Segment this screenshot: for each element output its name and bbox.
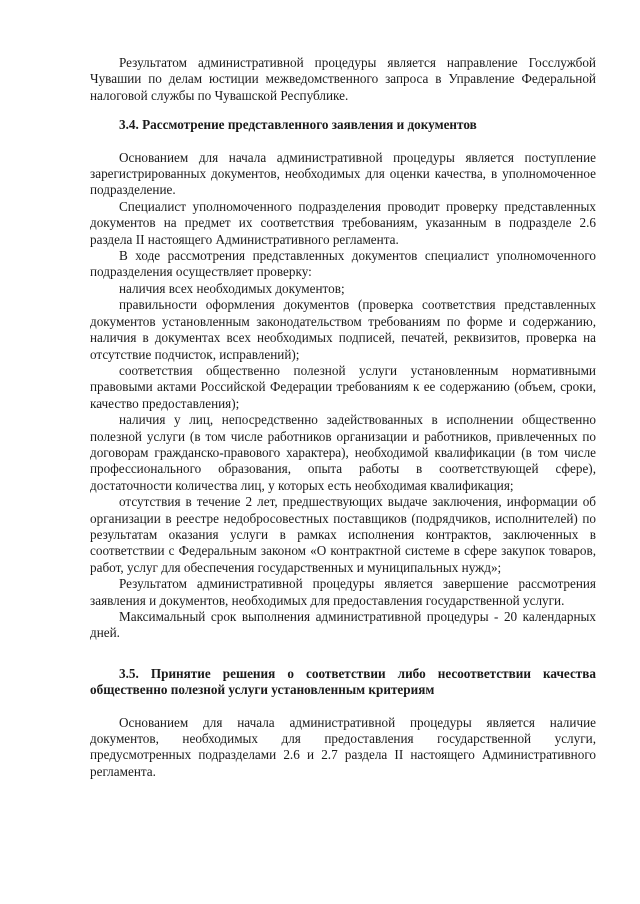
paragraph: Максимальный срок выполнения административной процедуры - 20 календарных дней. bbox=[90, 609, 596, 641]
paragraph: Результатом административной процедуры является завершение рассмотрения заявления и документов, необходимых для предоставления государственной услуги. bbox=[90, 576, 596, 608]
paragraph: Основанием для начала административной процедуры является поступление зарегистрированных документов, необходимых для оценки качества, в уполномоченное подразделение. bbox=[90, 149, 596, 198]
paragraph: Специалист уполномоченного подразделения проводит проверку представленных документов на предмет их соответствия требованиям, указанным в подразделе 2.6 раздела II настоящего Административного регламента. bbox=[90, 198, 596, 247]
list-item: соответствия общественно полезной услуги установленным нормативными правовыми актами Российской Федерации требованиям к ее содержанию (объем, сроки, качество предоставления); bbox=[90, 362, 596, 411]
list-item: наличия у лиц, непосредственно задействованных в исполнении общественно полезной услуги (в том числе работников организации и работников, привлеченных по договорам гражданско-правового характера), необходимой квалификации (в том числе профессионального образования, опыта работы в соответствующей сфере), достаточности количества лиц, у которых есть необходимая квалификация; bbox=[90, 412, 596, 493]
list-item: наличия всех необходимых документов; bbox=[119, 280, 345, 296]
list-item: отсутствия в течение 2 лет, предшествующих выдаче заключения, информации об организации в реестре недобросовестных поставщиков (подрядчиков, исполнителей) по результатам оказания услуги в рамках исполнения контрактов, заключенных в соответствии с Федеральным законом «О контрактной системе в сфере закупок товаров, работ, услуг для обеспечения государственных и муниципальных нужд»; bbox=[90, 494, 596, 575]
paragraph: В ходе рассмотрения представленных документов специалист уполномоченного подразделения осуществляет проверку: bbox=[90, 248, 596, 280]
intro-paragraph: Результатом административной процедуры является направление Госслужбой Чувашии по делам юстиции межведомственного запроса в Управление Федеральной налоговой службы по Чувашской Республике. bbox=[90, 55, 596, 103]
document-page bbox=[90, 55, 596, 780]
section-heading-3-4: 3.4. Рассмотрение представленного заявления и документов bbox=[119, 117, 477, 133]
list-item: правильности оформления документов (проверка соответствия представленных документов установленным законодательством требованиям по форме и содержанию, наличия в документах всех необходимых подписей, печатей, реквизитов, проверка на отсутствие подчисток, исправлений); bbox=[90, 297, 596, 362]
section-heading-3-5: 3.5. Принятие решения о соответствии либо несоответствии качества общественно полезной услуги установленным критериям bbox=[90, 665, 596, 698]
paragraph: Основанием для начала административной процедуры является наличие документов, необходимых для предоставления государственной услуги, предусмотренных подразделами 2.6 и 2.7 раздела II настоящего Административного регламента. bbox=[90, 714, 596, 779]
